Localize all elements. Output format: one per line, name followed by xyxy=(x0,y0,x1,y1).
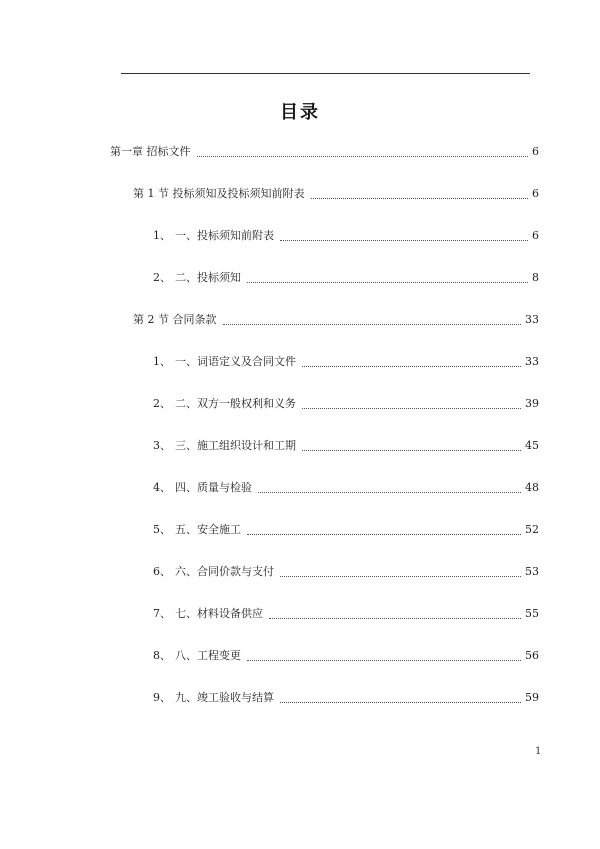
toc-page-number: 6 xyxy=(532,229,539,242)
header-rule xyxy=(121,73,530,74)
toc-page-number: 56 xyxy=(525,649,539,662)
toc-entry-text: 六、合同价款与支付 xyxy=(175,565,274,578)
toc-page-number: 39 xyxy=(525,397,539,410)
toc-dot-leader xyxy=(197,156,529,157)
toc-entry-item[interactable] xyxy=(153,480,539,496)
toc-entry-number: 4、 xyxy=(153,481,171,494)
toc-entry-text: 二、双方一般权利和义务 xyxy=(175,397,296,410)
toc-dot-leader xyxy=(223,324,522,325)
toc-entry-item[interactable] xyxy=(153,606,539,622)
toc-entry-text: 四、质量与检验 xyxy=(175,481,252,494)
toc-entry-chapter-1[interactable] xyxy=(110,144,539,160)
toc-entry-item[interactable] xyxy=(153,648,539,664)
toc-dot-leader xyxy=(280,240,528,241)
toc-dot-leader xyxy=(247,660,521,661)
toc-dot-leader xyxy=(302,450,521,451)
toc-entry-number: 8、 xyxy=(153,649,171,662)
toc-page-number: 53 xyxy=(525,565,539,578)
toc-dot-leader xyxy=(247,534,521,535)
toc-entry-item[interactable] xyxy=(153,354,539,370)
toc-entry-item[interactable] xyxy=(153,270,539,286)
toc-entry-item[interactable] xyxy=(153,690,539,706)
toc-dot-leader xyxy=(258,492,521,493)
toc-entry-number: 3、 xyxy=(153,439,171,452)
toc-entry-text: 七、材料设备供应 xyxy=(175,607,263,620)
toc-dot-leader xyxy=(269,618,521,619)
toc-dot-leader xyxy=(311,198,529,199)
toc-entry-text: 三、施工组织设计和工期 xyxy=(175,439,296,452)
toc-entry-text: 九、竣工验收与结算 xyxy=(175,691,274,704)
toc-page-number: 52 xyxy=(525,523,539,536)
toc-entry-text: 第一章 招标文件 xyxy=(110,145,191,158)
toc-entry-section-2[interactable] xyxy=(133,312,539,328)
toc-page-number: 59 xyxy=(525,691,539,704)
toc-page-number: 33 xyxy=(525,355,539,368)
toc-entry-text: 一、投标须知前附表 xyxy=(175,229,274,242)
toc-dot-leader xyxy=(280,702,521,703)
toc-entry-section-1[interactable] xyxy=(133,186,539,202)
toc-entry-number: 2、 xyxy=(153,397,171,410)
toc-title: 目录 xyxy=(280,102,320,123)
toc-dot-leader xyxy=(302,408,521,409)
toc-entry-number: 2、 xyxy=(153,271,171,284)
toc-page-number: 6 xyxy=(532,187,539,200)
toc-entry-number: 1、 xyxy=(153,355,171,368)
toc-entry-item[interactable] xyxy=(153,438,539,454)
toc-entry-number: 9、 xyxy=(153,691,171,704)
toc-page-number: 6 xyxy=(532,145,539,158)
toc-entry-number: 7、 xyxy=(153,607,171,620)
toc-dot-leader xyxy=(247,282,528,283)
toc-entry-text: 第 2 节 合同条款 xyxy=(133,313,217,326)
toc-dot-leader xyxy=(280,576,521,577)
toc-entry-text: 五、安全施工 xyxy=(175,523,241,536)
toc-page-number: 45 xyxy=(525,439,539,452)
toc-dot-leader xyxy=(302,366,521,367)
page-number: 1 xyxy=(535,746,542,757)
toc-page-number: 8 xyxy=(532,271,539,284)
toc-entry-text: 八、工程变更 xyxy=(175,649,241,662)
toc-entry-number: 5、 xyxy=(153,523,171,536)
toc-page-number: 55 xyxy=(525,607,539,620)
toc-entry-number: 1、 xyxy=(153,229,171,242)
toc-entry-item[interactable] xyxy=(153,396,539,412)
toc-entry-item[interactable] xyxy=(153,522,539,538)
toc-entry-text: 二、投标须知 xyxy=(175,271,241,284)
toc-page-number: 48 xyxy=(525,481,539,494)
toc-entry-text: 第 1 节 投标须知及投标须知前附表 xyxy=(133,187,305,200)
toc-entry-number: 6、 xyxy=(153,565,171,578)
toc-page-number: 33 xyxy=(525,313,539,326)
toc-entry-item[interactable] xyxy=(153,228,539,244)
toc-entry-item[interactable] xyxy=(153,564,539,580)
toc-entry-text: 一、词语定义及合同文件 xyxy=(175,355,296,368)
